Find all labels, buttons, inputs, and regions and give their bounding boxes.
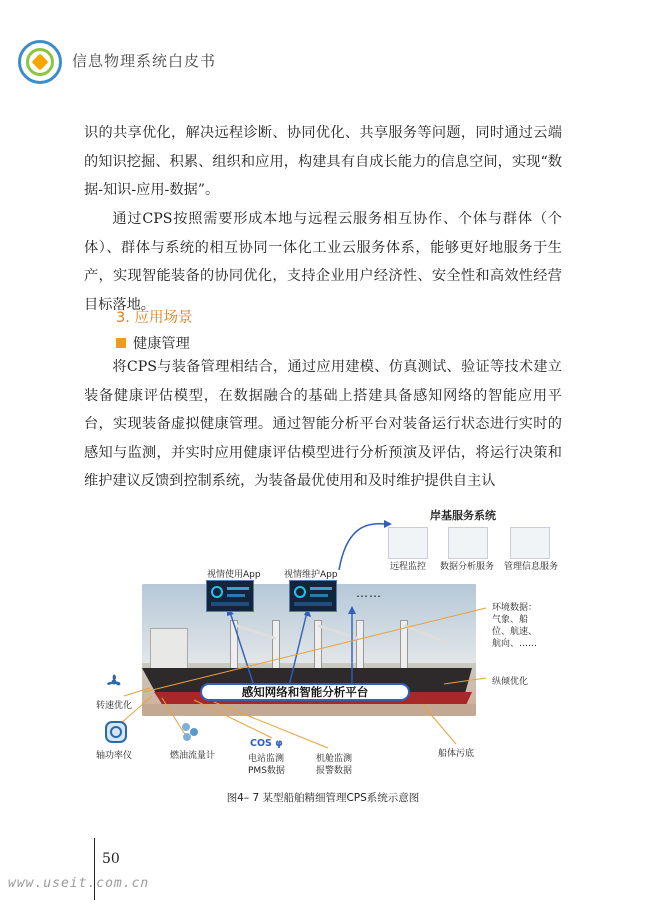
- hull-fouling-label: 船体污底: [438, 749, 475, 759]
- bullet-square-icon: [116, 338, 126, 348]
- figure-caption: 图4– 7 某型船舶精细管理CPS系统示意图: [226, 792, 420, 804]
- app-label-2: 视情维护App: [284, 570, 338, 580]
- left-item-2: 轴功率仪: [96, 751, 133, 761]
- logo-icon: [18, 40, 62, 84]
- management-info-thumb: [510, 527, 550, 559]
- shore-item-1: 远程监控: [390, 562, 427, 572]
- paragraph-2: 通过CPS按照需要形成本地与远程云服务相互协作、个体与群体（个体）、群体与系统的相互协同一体化工业云服务体系，能够更好地服务于生产，实现智能装备的协同优化，支持企业用户经济性、安全性和高效性经营目标落地。: [84, 211, 562, 313]
- trim-optimization-label: 纵倾优化: [492, 677, 529, 687]
- left-item-1: 转速优化: [96, 701, 133, 711]
- page-header: [18, 40, 628, 86]
- engine-room-label-2: 报警数据: [316, 766, 353, 776]
- fuel-flow-meter-icon: [178, 720, 202, 744]
- env-data-line-2: 气象、船: [492, 615, 529, 625]
- page-number: 50: [102, 851, 120, 867]
- env-data-line-3: 位、航速、: [492, 627, 538, 637]
- header-title: 信息物理系统白皮书: [72, 52, 217, 70]
- shore-item-3: 管理信息服务: [504, 562, 559, 572]
- power-station-label-1: 电站监测: [248, 754, 285, 764]
- shore-item-2: 数据分析服务: [440, 562, 495, 572]
- env-data-line-4: 航向、……: [492, 639, 538, 649]
- propeller-icon: [102, 670, 126, 694]
- subsection-title: [116, 333, 190, 353]
- left-item-3: 燃油流量计: [170, 751, 216, 761]
- sensing-platform: 感知网络和智能分析平台: [200, 683, 410, 701]
- paragraph-3: 将CPS与装备管理相结合，通过应用建模、仿真测试、验证等技术建立装备健康评估模型，在数据融合的基础上搭建具备感知网络的智能应用平台，实现装备虚拟健康管理。通过智能分析平台对装备运行状态进行实时的感知与监测，并实时应用健康评估模型进行分析预演及评估，将运行决策和维护建议反馈到控制系统，为装备最优使用和及时维护提供自主认: [84, 359, 562, 490]
- power-station-label-2: PMS数据: [248, 766, 285, 776]
- cos-phi-label: COS φ: [250, 738, 283, 749]
- app-screen-2: [289, 580, 337, 612]
- subsection-label: 健康管理: [133, 336, 190, 352]
- shore-service-title: 岸基服务系统: [430, 509, 496, 522]
- shaft-power-meter-icon: [104, 720, 128, 744]
- app-label-1: 视情使用App: [207, 570, 261, 580]
- paragraph-1: 识的共享优化，解决远程诊断、协同优化、共享服务等问题，同时通过云端的知识挖掘、积累、组织和应用，构建具有自成长能力的信息空间，实现“数据-知识-应用-数据”。: [84, 125, 562, 199]
- remote-monitor-thumb: [388, 527, 428, 559]
- data-analysis-thumb: [448, 527, 488, 559]
- engine-room-label-1: 机舱监测: [316, 754, 353, 764]
- section-title: 3. 应用场景: [116, 310, 193, 326]
- watermark: www.useit.com.cn: [8, 876, 150, 891]
- env-data-label: 环境数据：: [492, 603, 538, 613]
- app-screen-1: [206, 580, 254, 612]
- figure-ship-cps: [84, 500, 562, 785]
- app-more: ……: [356, 586, 382, 600]
- figure-arrows: [84, 500, 562, 785]
